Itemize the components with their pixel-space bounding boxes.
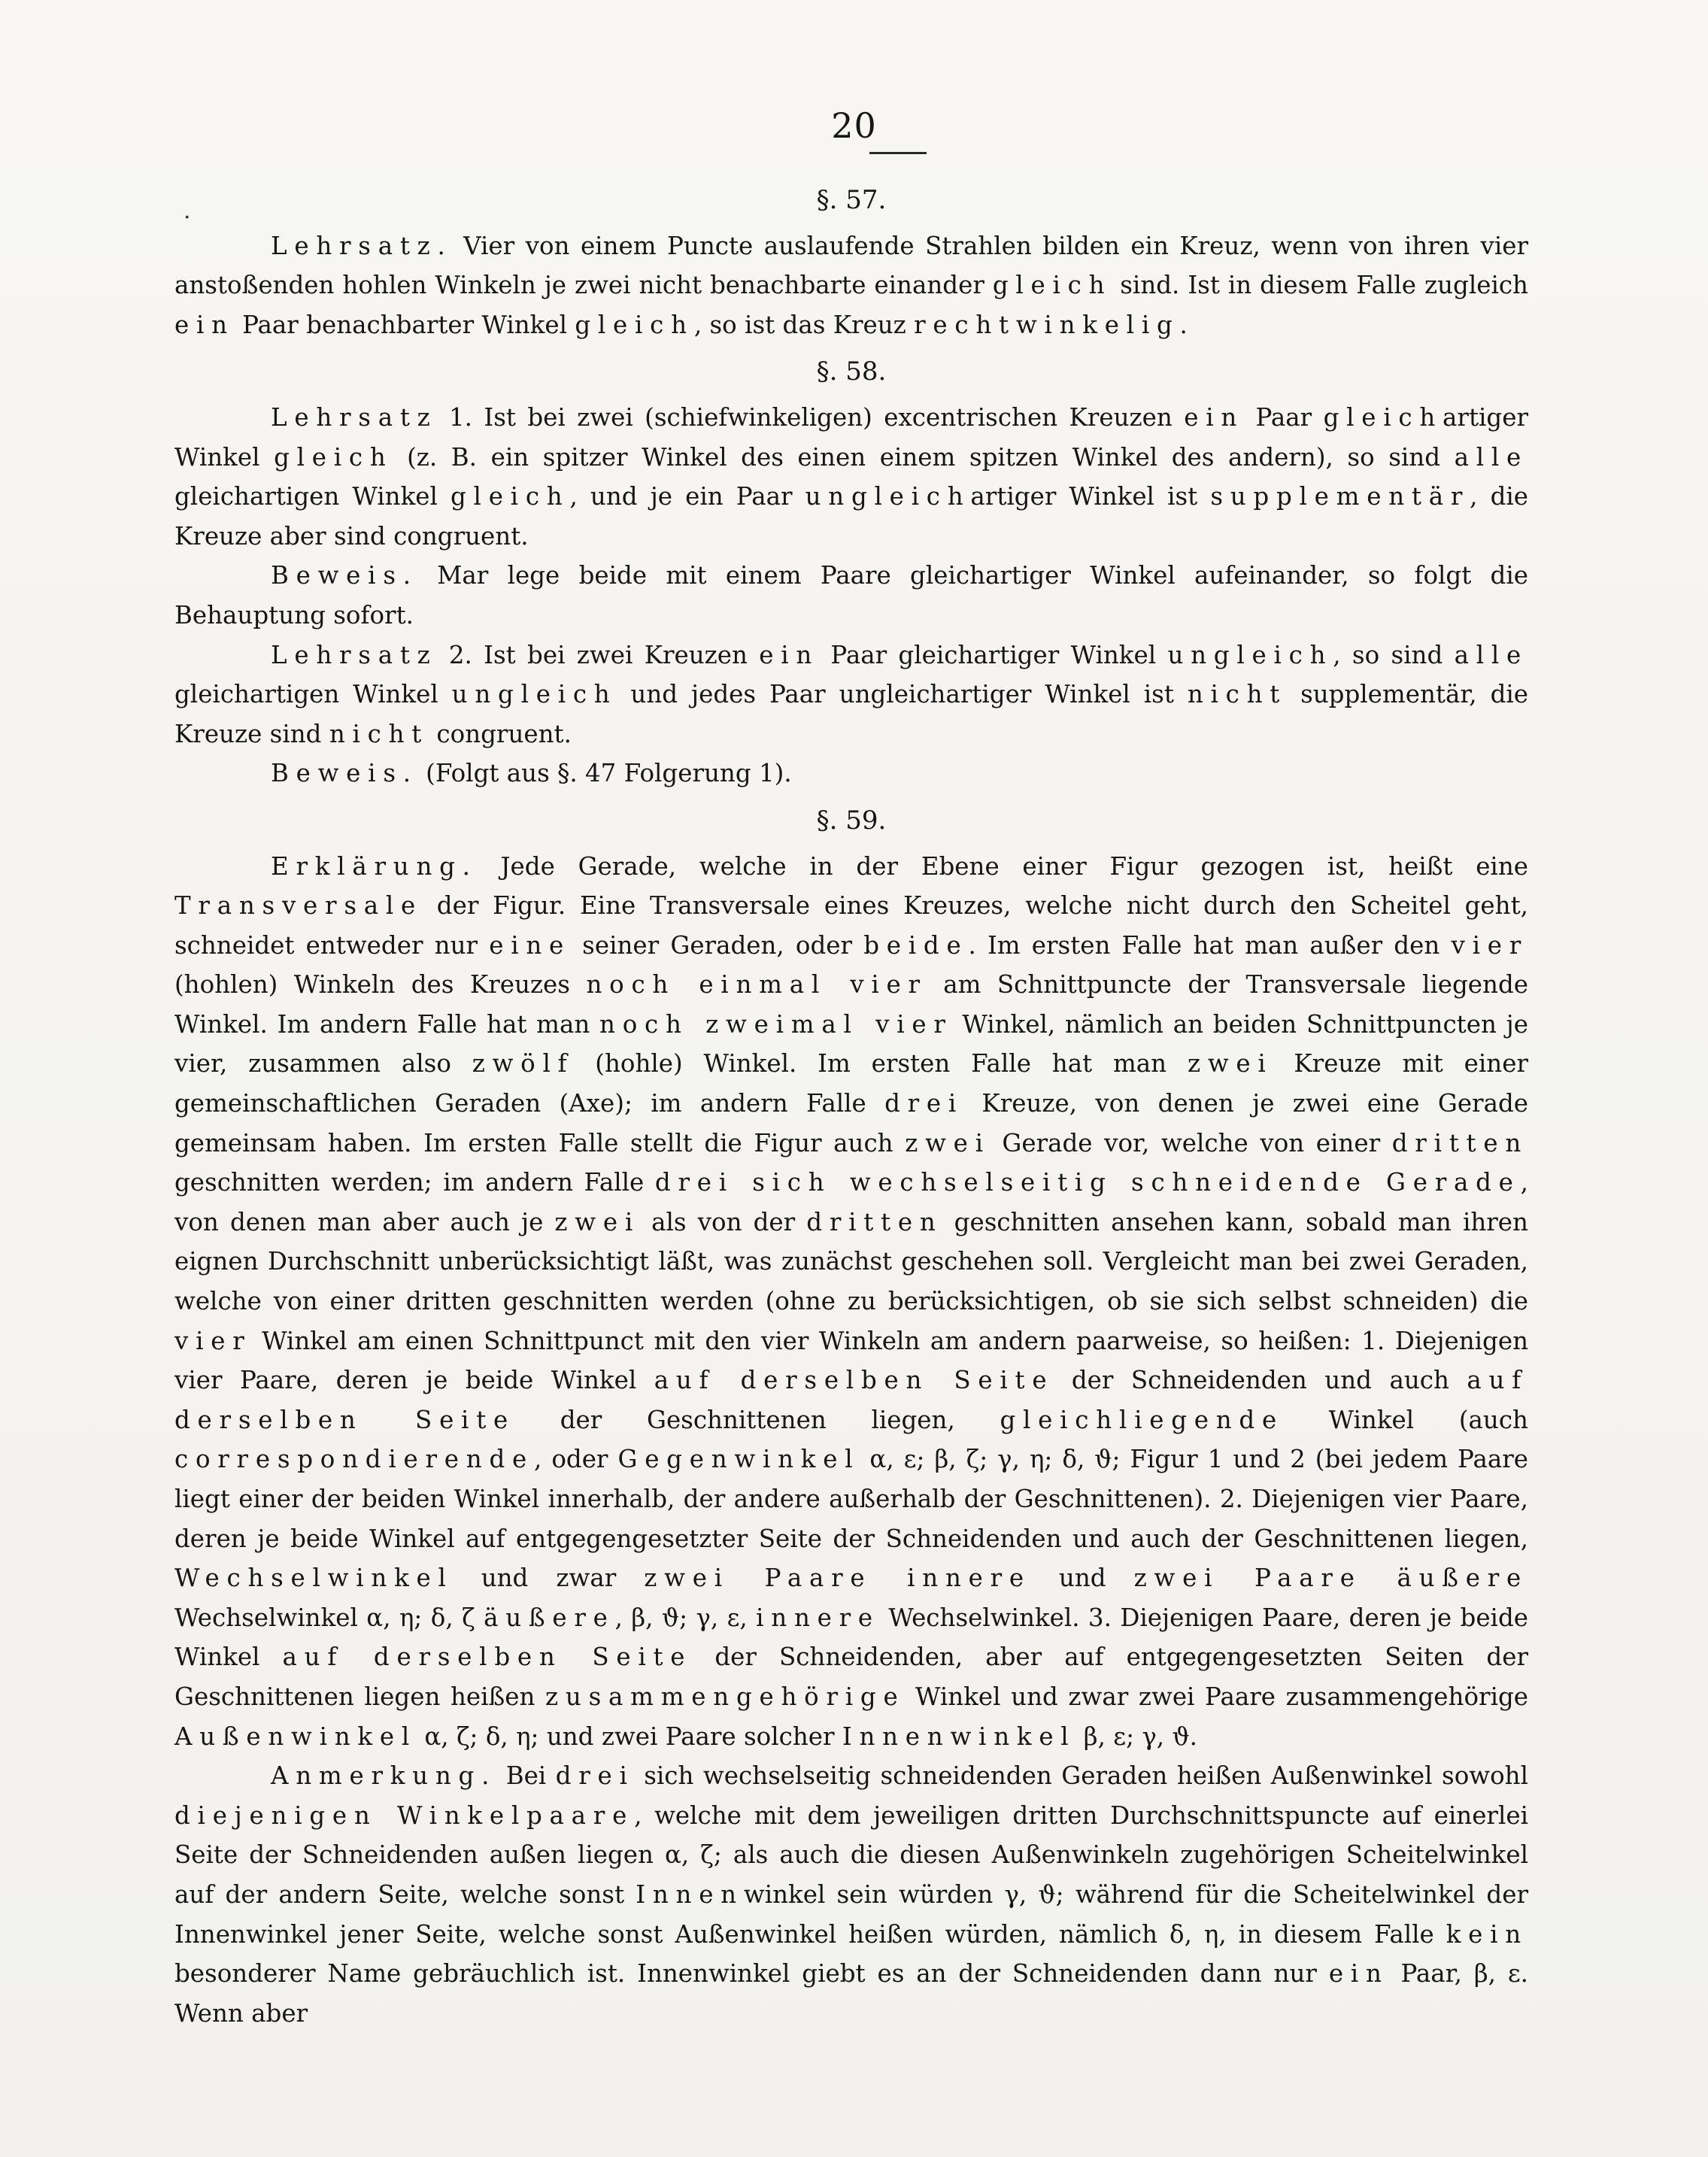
text: der Figur. Eine Transversale eines Kreuzes, welche nicht durch den Scheitel geht, schneidet entweder nur (174, 891, 1528, 960)
text: , welche mit dem jeweiligen dritten Durchschnittspuncte auf einerlei Seite der Schneidenden außen liegen α, ζ; als auch die diesen Außenwinkeln zugehörigen Scheitelwinkel auf der andern Seite, welche sonst (174, 1801, 1528, 1909)
emphasis: ein (1328, 1959, 1389, 1989)
proof-58-1 (174, 556, 1528, 635)
emphasis: diejenigen Winkelpaare (174, 1801, 635, 1830)
text: (hohlen) Winkeln des Kreuzes (174, 970, 587, 1000)
emphasis: auf derselben Seite (174, 1366, 1528, 1434)
label-lehrsatz: Lehrsatz. (271, 231, 453, 260)
text: Wechselwinkel α, η; δ, ζ (174, 1603, 484, 1632)
text: , so ist das Kreuz (693, 310, 915, 339)
emphasis: äußere (484, 1603, 615, 1632)
text: Paar benachbarter Winkel (234, 310, 575, 339)
emphasis: Außenwinkel (174, 1722, 417, 1751)
emphasis: zwei Paare innere (644, 1564, 1031, 1593)
emphasis: gleich (274, 442, 393, 472)
label-beweis: Beweis. (271, 759, 418, 788)
proof-58-2 (174, 754, 1528, 793)
text: und jedes Paar ungleichartiger Winkel ist (617, 680, 1188, 709)
emphasis: eine (489, 930, 572, 960)
text: am Schnittpuncte der Transversale liegende Winkel. Im andern Falle hat man (174, 970, 1528, 1039)
emphasis: Transversale (174, 891, 423, 921)
text: und zwar (453, 1564, 645, 1593)
label-beweis: Beweis. (271, 561, 418, 590)
text: Bei (496, 1761, 556, 1791)
emphasis: supplementär (1210, 482, 1470, 511)
text: als von der (640, 1207, 807, 1236)
emphasis: drei (884, 1089, 964, 1118)
label-erklaerung: Erklärung. (271, 851, 478, 881)
text: Mar lege beide mit einem Paare gleichartiger Winkel aufeinander, so folgt die Behauptung sofort. (174, 561, 1528, 630)
text: geschnitten ansehen kann, sobald man ihren eignen Durchschnitt unberücksichtigt läßt, was zunächst geschehen soll. Vergleicht man bei zwei Geraden, welche von einer dritten geschnitten werden (ohne zu berücksichtigen, ob sie sich selbst schneiden) die (174, 1207, 1528, 1316)
emphasis: auf derselben Seite (282, 1643, 693, 1672)
text: Paar gleichartiger Winkel (819, 640, 1168, 669)
margin-mark: · (184, 205, 191, 231)
label-lehrsatz: Lehrsatz (271, 640, 438, 669)
text: Winkel, nämlich an beiden Schnittpuncten je vier, zusammen also (174, 1009, 1528, 1078)
text: Vier von einem Puncte auslaufende Strahlen bilden ein Kreuz, wenn von ihren vier anstoßenden hohlen Winkeln je zwei nicht benachbarte einander (174, 231, 1528, 300)
emphasis: gleich (992, 271, 1112, 300)
emphasis: ein (174, 310, 235, 339)
label-lehrsatz: Lehrsatz (271, 402, 438, 432)
text: seiner Geraden, oder (571, 930, 864, 960)
text: der Geschnittenen liegen, (515, 1405, 1000, 1434)
text: congruent. (429, 719, 572, 748)
emphasis: Innenwinkel (842, 1722, 1076, 1751)
text: geschnitten werden; im andern Falle (174, 1168, 655, 1197)
emphasis: zwei Paare äußere (1133, 1564, 1528, 1593)
text: gleichartigen Winkel (174, 482, 451, 511)
text: α, ζ; δ, η; und zwei Paare solcher (417, 1722, 842, 1751)
emphasis: vier (174, 1326, 252, 1355)
emphasis: vier (1451, 930, 1528, 960)
page-number: 20 (831, 105, 877, 146)
text: sich wechselseitig schneidenden Geraden heißen Außenwinkel sowohl (634, 1761, 1528, 1791)
emphasis: dritten (806, 1207, 943, 1236)
text: , die Kreuze aber sind congruent. (174, 482, 1528, 551)
text: , und je ein Paar (569, 482, 805, 511)
emphasis: drei (555, 1761, 635, 1791)
emphasis: zusammengehörige (545, 1682, 906, 1711)
page-number-underline (869, 152, 927, 154)
emphasis: zwei (1187, 1049, 1273, 1078)
emphasis: Innen (636, 1879, 744, 1909)
emphasis: dritten (1391, 1128, 1529, 1157)
text: (hohle) Winkel. Im ersten Falle hat man (574, 1049, 1188, 1078)
text: Winkel (auch (1283, 1405, 1528, 1434)
emphasis: correspondierende (174, 1445, 534, 1474)
text: Gerade vor, welche von einer (990, 1128, 1392, 1157)
text: gleichartigen Winkel (174, 680, 452, 709)
emphasis: ungleich (1167, 640, 1333, 669)
section-heading-57: §. 57. (816, 185, 887, 215)
emphasis: ein (759, 640, 820, 669)
text: Paar, β, ε. Wenn aber (174, 1959, 1528, 2028)
remark-59 (174, 1756, 1528, 2033)
text: der Schneidenden und auch (1054, 1366, 1467, 1395)
label-anmerkung: Anmerkung. (271, 1761, 497, 1791)
emphasis: gleich (575, 310, 694, 339)
section-heading-58: §. 58. (816, 356, 887, 387)
text: Jede Gerade, welche in der Ebene einer Figur gezogen ist, heißt eine (477, 851, 1528, 881)
emphasis: rechtwinkelig (914, 310, 1180, 339)
theorem-58-2 (174, 636, 1528, 754)
text: der Schneidenden, aber auf entgegengesetzten Seiten der Geschnittenen liegen heißen (174, 1643, 1529, 1711)
text: α, ε; β, ζ; γ, η; δ, ϑ; Figur 1 und 2 (bei jedem Paare liegt einer der beiden Winkel innerhalb, der andere außerhalb der Geschnittenen). 2. Diejenigen vier Paare, deren je beide Winkel auf entgegengesetzter Seite der Schneidenden und auch der Geschnittenen liegen, (174, 1445, 1528, 1553)
emphasis: ein (1184, 402, 1245, 432)
text: . Im ersten Falle hat man außer den (968, 930, 1452, 960)
text: . (1179, 310, 1188, 339)
emphasis: alle (1454, 640, 1528, 669)
emphasis: gleich (451, 482, 570, 511)
emphasis: gleichliegende (1000, 1405, 1284, 1434)
text: Kreuze mit einer gemeinschaftlichen Geraden (Axe); im andern Falle (174, 1049, 1528, 1118)
page-content (174, 177, 1528, 2033)
text: sind. Ist in diesem Falle zugleich (1112, 271, 1528, 300)
text: artiger Winkel ist (970, 482, 1211, 511)
emphasis: Gegenwinkel (617, 1445, 860, 1474)
emphasis: Wechselwinkel (174, 1564, 454, 1593)
text: Kreuze, von denen je zwei eine Gerade gemeinsam haben. Im ersten Falle stellt die Figur auch (174, 1089, 1529, 1157)
emphasis: beide (863, 930, 969, 960)
emphasis: zwei (554, 1207, 640, 1236)
text: , so sind (1333, 640, 1455, 669)
emphasis: noch zweimal vier (599, 1009, 953, 1039)
text: β, ε; γ, ϑ. (1075, 1722, 1198, 1751)
text: Paar (1244, 402, 1324, 432)
emphasis: zwei (905, 1128, 991, 1157)
section-heading-59: §. 59. (816, 805, 887, 836)
text: winkel sein würden γ, ϑ; während für die Scheitelwinkel der Innenwinkel jener Seite, welche sonst Außenwinkel heißen würden, nämlich δ, η, in diesem Falle (174, 1879, 1529, 1949)
emphasis: gleich (1323, 402, 1443, 432)
theorem-58-1 (174, 398, 1528, 556)
text: 1. Ist bei zwei (schiefwinkeligen) excentrischen Kreuzen (437, 402, 1185, 432)
text: 2. Ist bei zwei Kreuzen (437, 640, 760, 669)
emphasis: kein (1446, 1919, 1528, 1949)
text: (Folgt aus §. 47 Folgerung 1). (417, 759, 792, 788)
text: supplementär, die Kreuze sind (174, 680, 1528, 748)
text: , β, ϑ; γ, ε, (614, 1603, 757, 1632)
emphasis: nicht (1187, 680, 1288, 709)
text: Winkel am einen Schnittpunct mit den vier Winkeln am andern paarweise, so heißen: 1. Diejenigen vier Paare, deren je beide Winkel (174, 1326, 1528, 1395)
emphasis: drei sich wechselseitig schneidende Gerade (654, 1168, 1521, 1197)
emphasis: nicht (329, 719, 429, 748)
emphasis: zwölf (472, 1049, 575, 1078)
text: Wechselwinkel. 3. Diejenigen Paare, deren je beide Winkel (174, 1603, 1528, 1672)
text: besonderer Name gebräuchlich ist. Innenwinkel giebt es an der Schneidenden dann nur (174, 1959, 1329, 1989)
emphasis: alle (1454, 442, 1529, 472)
emphasis: auf derselben Seite (654, 1366, 1054, 1395)
emphasis: noch einmal vier (586, 970, 927, 1000)
text: , von denen man aber auch je (174, 1168, 1529, 1236)
text: artiger Winkel (174, 402, 1528, 472)
emphasis: ungleich (451, 680, 617, 709)
definition-59 (174, 847, 1528, 1757)
text: (z. B. ein spitzer Winkel des einen einem spitzen Winkel des andern), so sind (393, 442, 1455, 472)
emphasis: ungleich (805, 482, 971, 511)
text: Winkel und zwar zwei Paare zusammengehörige (905, 1682, 1528, 1711)
theorem-57 (174, 226, 1528, 345)
text: und (1030, 1564, 1134, 1593)
text: , oder (533, 1445, 618, 1474)
emphasis: innere (756, 1603, 880, 1632)
